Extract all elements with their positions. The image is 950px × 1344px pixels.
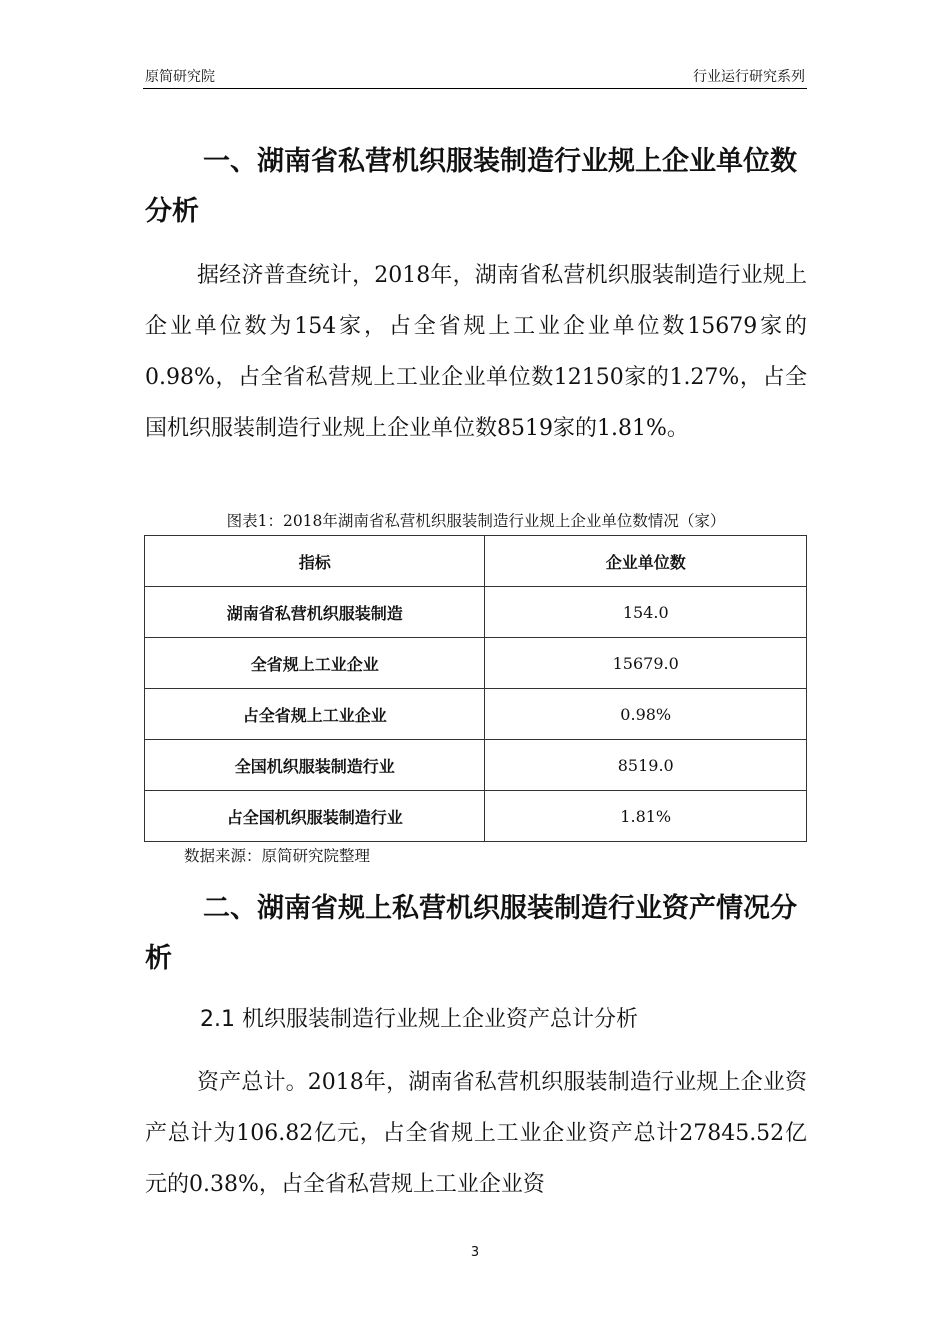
table-header-row (145, 536, 807, 587)
header-series-name: 行业运行研究系列 (693, 69, 805, 85)
enterprise-count-table (144, 535, 807, 842)
section-1-paragraph: 据经济普查统计，2018年，湖南省私营机织服装制造行业规上企业单位数为154家，占全省规上工业企业单位数15679家的0.98%，占全省私营规上工业企业单位数12150家的1.27%，占全国机织服装制造行业规上企业单位数8519家的1.81%。 (145, 263, 807, 441)
page-number: 3 (470, 1245, 480, 1260)
table-cell-value: 154.0 (485, 587, 807, 638)
table-row (145, 638, 807, 689)
table-caption: 图表1：2018年湖南省私营机织服装制造行业规上企业单位数情况（家） (226, 512, 726, 530)
section-2-1-subheading: 2.1 机织服装制造行业规上企业资产总计分析 (200, 1007, 638, 1032)
table-cell-label: 占全省规上工业企业 (145, 689, 485, 740)
table-cell-label: 占全国机织服装制造行业 (145, 791, 485, 842)
table-source-note: 数据来源：原简研究院整理 (184, 847, 371, 865)
table-row (145, 740, 807, 791)
section-2-paragraph: 资产总计。2018年，湖南省私营机织服装制造行业规上企业资产总计为106.82亿元，占全省规上工业企业资产总计27845.52亿元的0.38%，占全省私营规上工业企业资 (145, 1070, 807, 1197)
table-cell-value: 1.81% (485, 791, 807, 842)
section-1-heading: 一、湖南省私营机织服装制造行业规上企业单位数分析 (145, 146, 797, 227)
header-divider (143, 88, 807, 89)
table-cell-label: 全国机织服装制造行业 (145, 740, 485, 791)
table-header-count: 企业单位数 (485, 536, 807, 587)
header-org-name: 原简研究院 (145, 69, 215, 85)
table-row (145, 791, 807, 842)
table-cell-value: 0.98% (485, 689, 807, 740)
table-cell-value: 8519.0 (485, 740, 807, 791)
section-2-heading: 二、湖南省规上私营机织服装制造行业资产情况分析 (145, 893, 797, 974)
table-cell-label: 全省规上工业企业 (145, 638, 485, 689)
table-row (145, 587, 807, 638)
table-cell-label: 湖南省私营机织服装制造 (145, 587, 485, 638)
table-row (145, 689, 807, 740)
table-cell-value: 15679.0 (485, 638, 807, 689)
table-header-indicator: 指标 (145, 536, 485, 587)
